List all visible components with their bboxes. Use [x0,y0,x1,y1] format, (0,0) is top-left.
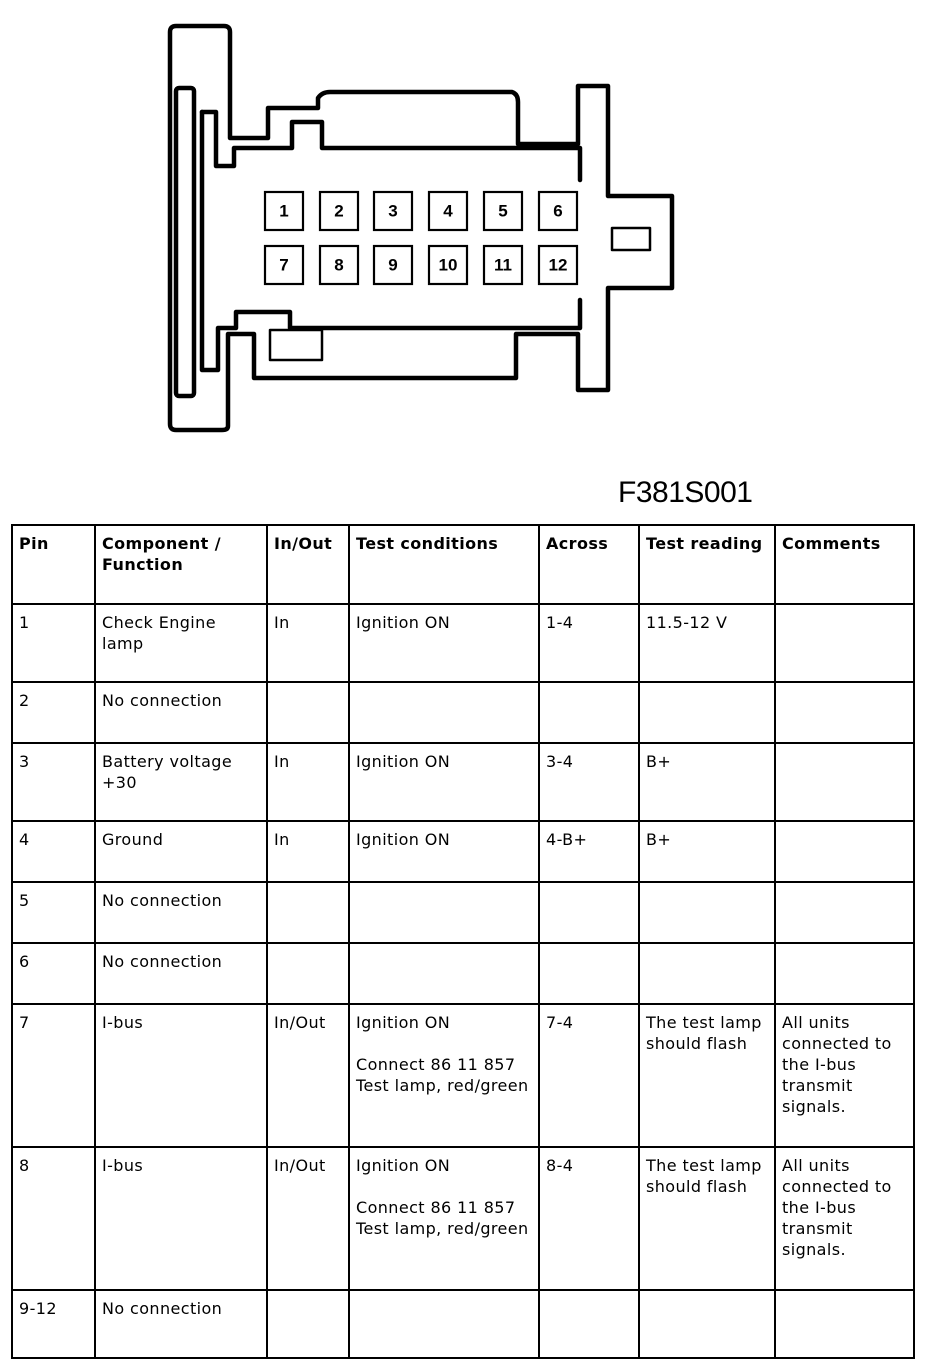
table-row [12,682,914,743]
cell-inout: In [267,604,349,682]
pin-label-8: 8 [334,255,344,275]
cell-inout: In/Out [267,1147,349,1290]
cell-component: Ground [95,821,267,882]
cell-across: 7-4 [539,1004,639,1147]
cell-inout: In [267,743,349,821]
cell-across: 8-4 [539,1147,639,1290]
table-row [12,743,914,821]
cell-conditions [349,682,539,743]
connector-diagram [0,0,944,440]
pin-label-2: 2 [334,201,344,221]
pin-label-11: 11 [494,255,512,275]
pin-label-5: 5 [498,201,508,221]
table-row [12,821,914,882]
connector-flange [170,26,672,430]
pin-row-bottom [265,246,577,284]
cell-conditions: Ignition ON [349,743,539,821]
table-row [12,604,914,682]
cell-conditions [349,882,539,943]
cell-reading: B+ [639,821,775,882]
connector-latch [270,330,322,360]
cell-pin: 3 [12,743,95,821]
header-across: Across [539,525,639,604]
cell-comments: All units connected to the I-bus transmit signals. [775,1004,914,1147]
cell-pin: 5 [12,882,95,943]
cell-component: Battery voltage +30 [95,743,267,821]
cell-across [539,943,639,1004]
cell-pin: 9-12 [12,1290,95,1358]
cell-reading [639,682,775,743]
cell-component: No connection [95,882,267,943]
table-row [12,882,914,943]
pin-label-1: 1 [279,201,289,221]
cell-comments [775,1290,914,1358]
cell-reading [639,882,775,943]
cell-reading [639,1290,775,1358]
pin-label-7: 7 [279,255,289,275]
cell-conditions [349,943,539,1004]
cell-inout: In/Out [267,1004,349,1147]
cell-reading: 11.5-12 V [639,604,775,682]
cell-pin: 2 [12,682,95,743]
cell-conditions-main: Ignition ON [356,1013,451,1032]
cell-across: 4-B+ [539,821,639,882]
header-pin: Pin [12,525,95,604]
cell-reading: The test lamp should flash [639,1147,775,1290]
connector-key [612,228,650,250]
cell-component: I-bus [95,1004,267,1147]
cell-comments [775,821,914,882]
table-header-row [12,525,914,604]
cell-conditions [349,1147,539,1290]
table-row [12,1004,914,1147]
cell-component: No connection [95,1290,267,1358]
cell-inout [267,682,349,743]
cell-inout [267,882,349,943]
pin-label-9: 9 [388,255,398,275]
connector-inner-slot [176,88,194,396]
cell-across [539,882,639,943]
cell-across: 3-4 [539,743,639,821]
cell-conditions-extra: Connect 86 11 857 Test lamp, red/green [356,1198,529,1238]
pin-label-10: 10 [438,255,458,275]
header-inout: In/Out [267,525,349,604]
pin-table [11,524,915,1359]
cell-across [539,682,639,743]
cell-pin: 1 [12,604,95,682]
cell-comments [775,882,914,943]
cell-across: 1-4 [539,604,639,682]
cell-component: Check Engine lamp [95,604,267,682]
figure-code: F381S001 [618,476,753,509]
pin-label-12: 12 [548,255,568,275]
cell-comments [775,743,914,821]
connector-inner-body [202,112,580,180]
cell-conditions-main: Ignition ON [356,1156,451,1175]
table-row [12,943,914,1004]
cell-reading [639,943,775,1004]
cell-pin: 7 [12,1004,95,1147]
cell-conditions [349,1004,539,1147]
cell-component: I-bus [95,1147,267,1290]
pin-label-3: 3 [388,201,398,221]
header-conditions: Test conditions [349,525,539,604]
pin-label-4: 4 [443,201,453,221]
header-comments: Comments [775,525,914,604]
header-reading: Test reading [639,525,775,604]
cell-reading: The test lamp should flash [639,1004,775,1147]
cell-conditions: Ignition ON [349,821,539,882]
cell-pin: 4 [12,821,95,882]
header-component: Component / Function [95,525,267,604]
cell-inout: In [267,821,349,882]
cell-comments: All units connected to the I-bus transmit signals. [775,1147,914,1290]
cell-comments [775,943,914,1004]
cell-component: No connection [95,943,267,1004]
pin-label-6: 6 [553,201,563,221]
cell-component: No connection [95,682,267,743]
cell-reading: B+ [639,743,775,821]
cell-pin: 8 [12,1147,95,1290]
cell-conditions [349,1290,539,1358]
cell-across [539,1290,639,1358]
table-row [12,1147,914,1290]
table-row [12,1290,914,1358]
cell-inout [267,943,349,1004]
cell-comments [775,682,914,743]
cell-conditions: Ignition ON [349,604,539,682]
cell-conditions-extra: Connect 86 11 857 Test lamp, red/green [356,1055,529,1095]
cell-comments [775,604,914,682]
cell-inout [267,1290,349,1358]
cell-pin: 6 [12,943,95,1004]
pin-row-top [265,192,577,230]
